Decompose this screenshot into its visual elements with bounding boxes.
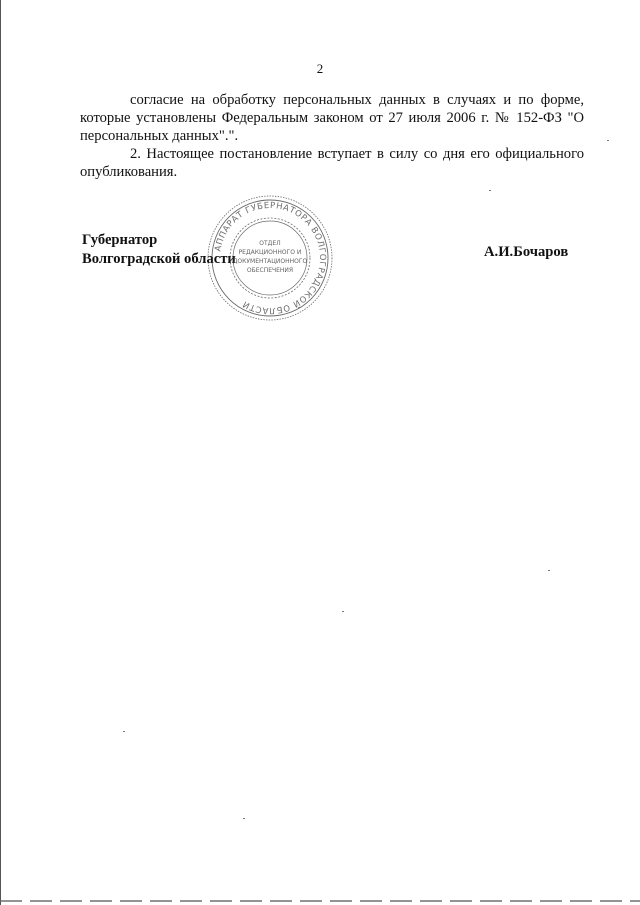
official-stamp [205,193,335,323]
stamp-outer-text: АППАРАТ ГУБЕРНАТОРА ВОЛГОГРАДСКОЙ ОБЛАСТИ [213,200,328,316]
paragraph-effective-date: 2. Настоящее постановление вступает в силу со дня его официального опубликования. [80,146,584,180]
scan-speck [342,611,344,612]
scan-speck [548,570,550,571]
scan-speck [607,140,609,141]
stamp-line-2: РЕДАКЦИОННОГО И [238,249,302,256]
signatory-position-line-1: Губернатор [82,232,158,248]
scan-speck [489,190,491,191]
stamp-line-4: ОБЕСПЕЧЕНИЯ [246,267,294,274]
stamp-line-1: ОТДЕЛ [259,240,281,247]
signatory-name: А.И.Бочаров [484,244,569,260]
scan-speck [123,731,125,732]
scan-bottom-edge [0,900,640,902]
scan-speck [243,818,245,819]
stamp-line-3: ДОКУМЕНТАЦИОННОГО [232,258,308,265]
document-body [80,91,584,181]
page-number: 2 [316,61,324,76]
scan-left-edge [0,0,1,905]
signatory-position-line-2: Волгоградской области [82,251,236,267]
paragraph-consent: согласие на обработку персональных данных в случаях и по форме, которые установлены Федеральным законом от 27 июля 2006 г. № 152-ФЗ "О персональных данных".". [80,92,584,144]
